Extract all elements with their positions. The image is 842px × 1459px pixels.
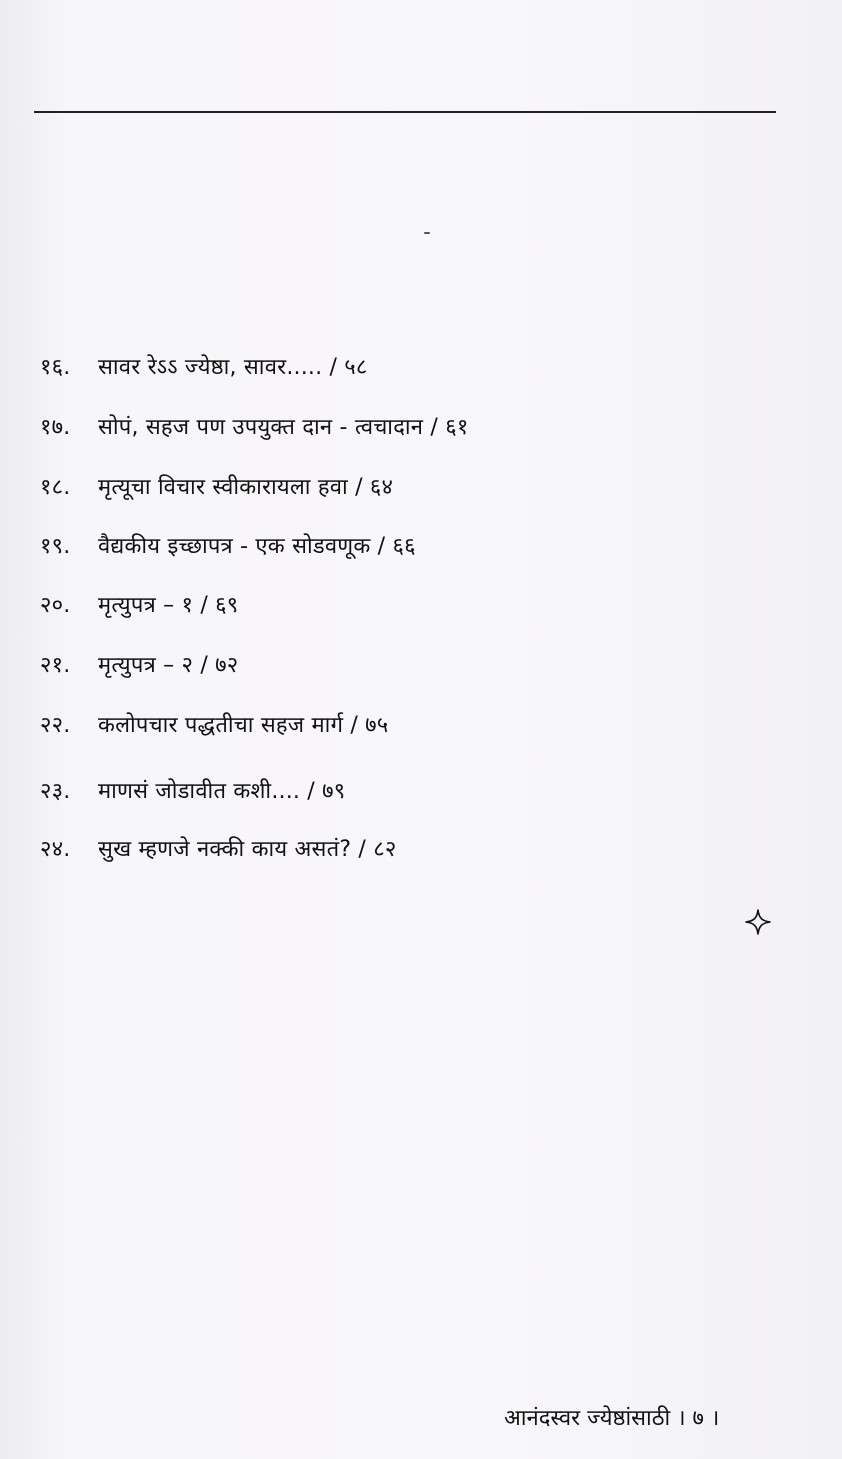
toc-entry [40,704,388,744]
toc-entry-title: माणसं जोडावीत कशी.... / ७९ [98,779,346,804]
four-point-star-icon [744,908,772,936]
toc-entry [40,644,238,684]
toc-entry-number: २१. [40,653,71,678]
header-rule [34,111,776,113]
toc-entry-number: १८. [40,475,71,500]
print-speck [424,232,430,234]
toc-entry-number: १६. [40,355,71,380]
toc-entry-number: २३. [40,779,71,804]
toc-entry-title: मृत्यूचा विचार स्वीकारायला हवा / ६४ [98,475,394,500]
toc-entry-title: सोपं, सहज पण उपयुक्त दान - त्वचादान / ६१ [98,415,469,440]
page-footer: आनंदस्वर ज्येष्ठांसाठी । ७ । [504,1406,720,1431]
toc-entry-number: १९. [40,534,71,559]
toc-entry [40,584,238,624]
toc-entry-title: मृत्युपत्र – २ / ७२ [98,653,239,678]
toc-entry-title: सावर रेऽऽ ज्येष्ठा, सावर..... / ५८ [98,355,368,380]
toc-entry [40,828,397,868]
toc-entry-title: मृत्युपत्र – १ / ६९ [98,593,239,618]
toc-entry-title: वैद्यकीय इच्छापत्र - एक सोडवणूक / ६६ [98,534,416,559]
toc-entry-number: २४. [40,837,71,862]
toc-entry-title: सुख म्हणजे नक्की काय असतं? / ८२ [98,837,397,862]
toc-entry [40,466,393,506]
toc-entry [40,525,416,565]
toc-entry-number: २०. [40,593,71,618]
toc-entry-title: कलोपचार पद्धतीचा सहज मार्ग / ७५ [98,713,389,738]
toc-entry-number: १७. [40,415,71,440]
toc-entry [40,406,468,446]
toc-entry [40,346,368,386]
toc-entry-number: २२. [40,713,71,738]
toc-entry [40,770,345,810]
